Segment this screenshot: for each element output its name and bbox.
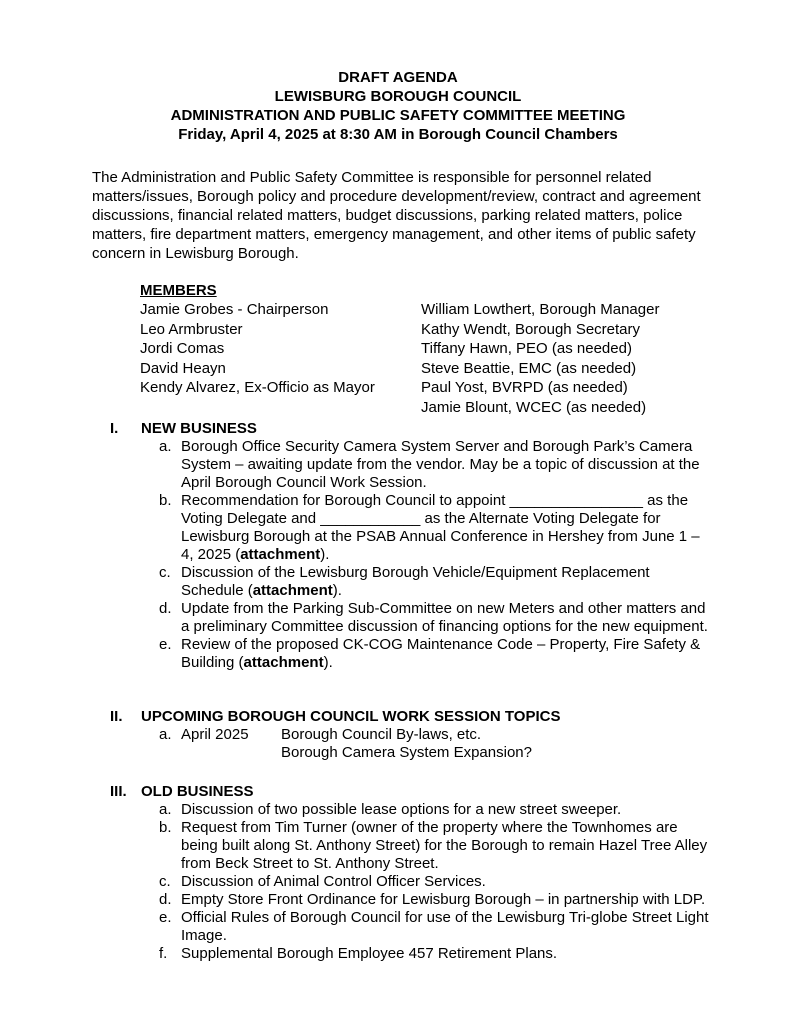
members-list-right bbox=[421, 300, 659, 418]
section-number: III. bbox=[110, 783, 127, 800]
item-text: Official Rules of Borough Council for use of the Lewisburg Tri-globe Street Light Image. bbox=[181, 909, 709, 944]
agenda-item bbox=[110, 600, 730, 636]
section-title: NEW BUSINESS bbox=[141, 420, 257, 437]
agenda-item bbox=[110, 891, 730, 909]
agenda-items bbox=[110, 801, 730, 963]
agenda-item bbox=[110, 726, 730, 762]
item-text: Borough Office Security Camera System Server and Borough Park’s Camera System – awaiting update from the vendor. May be a topic of discussion at the April Borough Council Work Session. bbox=[181, 438, 700, 491]
item-letter: b. bbox=[159, 492, 172, 509]
member-item: Kathy Wendt, Borough Secretary bbox=[421, 320, 641, 338]
member-item: Jordi Comas bbox=[140, 340, 225, 358]
item-letter: e. bbox=[159, 636, 172, 653]
item-text: Request from Tim Turner (owner of the property where the Townhomes are being built along St. Anthony Street) for the Borough to remain Hazel Tree Alley from Beck Street to St. Anthony Street. bbox=[181, 819, 708, 872]
member-item: Leo Armbruster bbox=[140, 320, 243, 338]
item-text: Supplemental Borough Employee 457 Retirement Plans. bbox=[181, 945, 558, 962]
item-letter: b. bbox=[159, 819, 172, 836]
agenda-item bbox=[110, 873, 730, 891]
agenda-items bbox=[110, 438, 730, 672]
members-list-left bbox=[140, 300, 375, 398]
header-title: DRAFT AGENDA bbox=[338, 69, 458, 86]
section-heading bbox=[110, 782, 730, 801]
item-text: Empty Store Front Ordinance for Lewisburg Borough – in partnership with LDP. bbox=[181, 891, 706, 908]
item-text: Discussion of two possible lease options for a new street sweeper. bbox=[181, 801, 622, 818]
section-old-business bbox=[110, 782, 730, 963]
agenda-item bbox=[110, 564, 730, 600]
section-title: OLD BUSINESS bbox=[141, 783, 254, 800]
item-letter: d. bbox=[159, 600, 172, 617]
item-letter: f. bbox=[159, 945, 168, 962]
item-text-part: ). bbox=[332, 582, 342, 599]
section-new-business bbox=[110, 419, 730, 672]
topic-text: Borough Camera System Expansion? bbox=[281, 744, 532, 761]
item-text bbox=[181, 636, 711, 672]
item-letter: c. bbox=[159, 564, 171, 581]
attachment-label: attachment bbox=[240, 546, 321, 563]
topic-row bbox=[181, 726, 711, 744]
header-committee: ADMINISTRATION AND PUBLIC SAFETY COMMITTEE MEETING bbox=[170, 107, 626, 124]
item-text bbox=[181, 726, 711, 762]
item-text-part: ). bbox=[323, 654, 333, 671]
item-letter: c. bbox=[159, 873, 171, 890]
agenda-item bbox=[110, 819, 730, 873]
section-heading bbox=[110, 419, 730, 438]
agenda-item bbox=[110, 945, 730, 963]
section-work-session-topics bbox=[110, 707, 730, 762]
item-text-part: Discussion of the Lewisburg Borough Vehicle/Equipment Replacement Schedule ( bbox=[181, 564, 650, 599]
section-number: I. bbox=[110, 420, 119, 437]
member-item: Tiffany Hawn, PEO (as needed) bbox=[421, 340, 632, 358]
item-letter: d. bbox=[159, 891, 172, 908]
agenda-item bbox=[110, 909, 730, 945]
item-text bbox=[181, 564, 711, 600]
item-letter: e. bbox=[159, 909, 172, 926]
item-text: Update from the Parking Sub-Committee on new Meters and other matters and a preliminary Committee discussion of financing options for the new equipment. bbox=[181, 600, 708, 635]
agenda-item bbox=[110, 801, 730, 819]
item-letter: a. bbox=[159, 726, 172, 743]
members-heading: MEMBERS bbox=[140, 282, 217, 299]
topic-date: April 2025 bbox=[181, 726, 249, 743]
member-item: William Lowthert, Borough Manager bbox=[421, 301, 660, 318]
item-text-part: ). bbox=[320, 546, 330, 563]
agenda-item bbox=[110, 492, 730, 564]
item-letter: a. bbox=[159, 801, 172, 818]
item-text-part: Review of the proposed CK-COG Maintenance Code – Property, Fire Safety & Building ( bbox=[181, 636, 701, 671]
item-text bbox=[181, 492, 711, 564]
agenda-header bbox=[0, 68, 796, 144]
agenda-item bbox=[110, 636, 730, 672]
topic-date-spacer bbox=[181, 744, 281, 762]
attachment-label: attachment bbox=[252, 582, 333, 599]
attachment-label: attachment bbox=[243, 654, 324, 671]
member-item: Jamie Blount, WCEC (as needed) bbox=[421, 398, 647, 416]
item-letter: a. bbox=[159, 438, 172, 455]
section-title: UPCOMING BOROUGH COUNCIL WORK SESSION TOPICS bbox=[141, 708, 561, 725]
member-item: Paul Yost, BVRPD (as needed) bbox=[421, 379, 628, 397]
topic-row bbox=[181, 744, 711, 762]
member-item: David Heayn bbox=[140, 359, 226, 377]
header-council: LEWISBURG BOROUGH COUNCIL bbox=[274, 88, 522, 105]
member-item: Jamie Grobes - Chairperson bbox=[140, 301, 329, 318]
section-heading bbox=[110, 707, 730, 726]
header-datetime: Friday, April 4, 2025 at 8:30 AM in Borough Council Chambers bbox=[178, 126, 618, 143]
agenda-item bbox=[110, 438, 730, 492]
section-number: II. bbox=[110, 708, 123, 725]
topic-text: Borough Council By-laws, etc. bbox=[281, 726, 482, 743]
member-item: Kendy Alvarez, Ex-Officio as Mayor bbox=[140, 379, 375, 397]
item-text: Discussion of Animal Control Officer Services. bbox=[181, 873, 486, 890]
intro-paragraph: The Administration and Public Safety Committee is responsible for personnel related matters/issues, Borough policy and procedure development/review, contract and agreement discussions, financial related matters, budget discussions, parking related matters, police matters, fire department matters, emergency management, and other items of public safety concern in Lewisburg Borough. bbox=[92, 169, 701, 262]
member-item: Steve Beattie, EMC (as needed) bbox=[421, 359, 637, 377]
item-text-part: Recommendation for Borough Council to appoint ________________ as the Voting Delegate and ____________ as the Alternate Voting Delegate for Lewisburg Borough at the PSAB Annual Conference in Hershey from June 1 – 4, 2025 ( bbox=[181, 492, 700, 563]
